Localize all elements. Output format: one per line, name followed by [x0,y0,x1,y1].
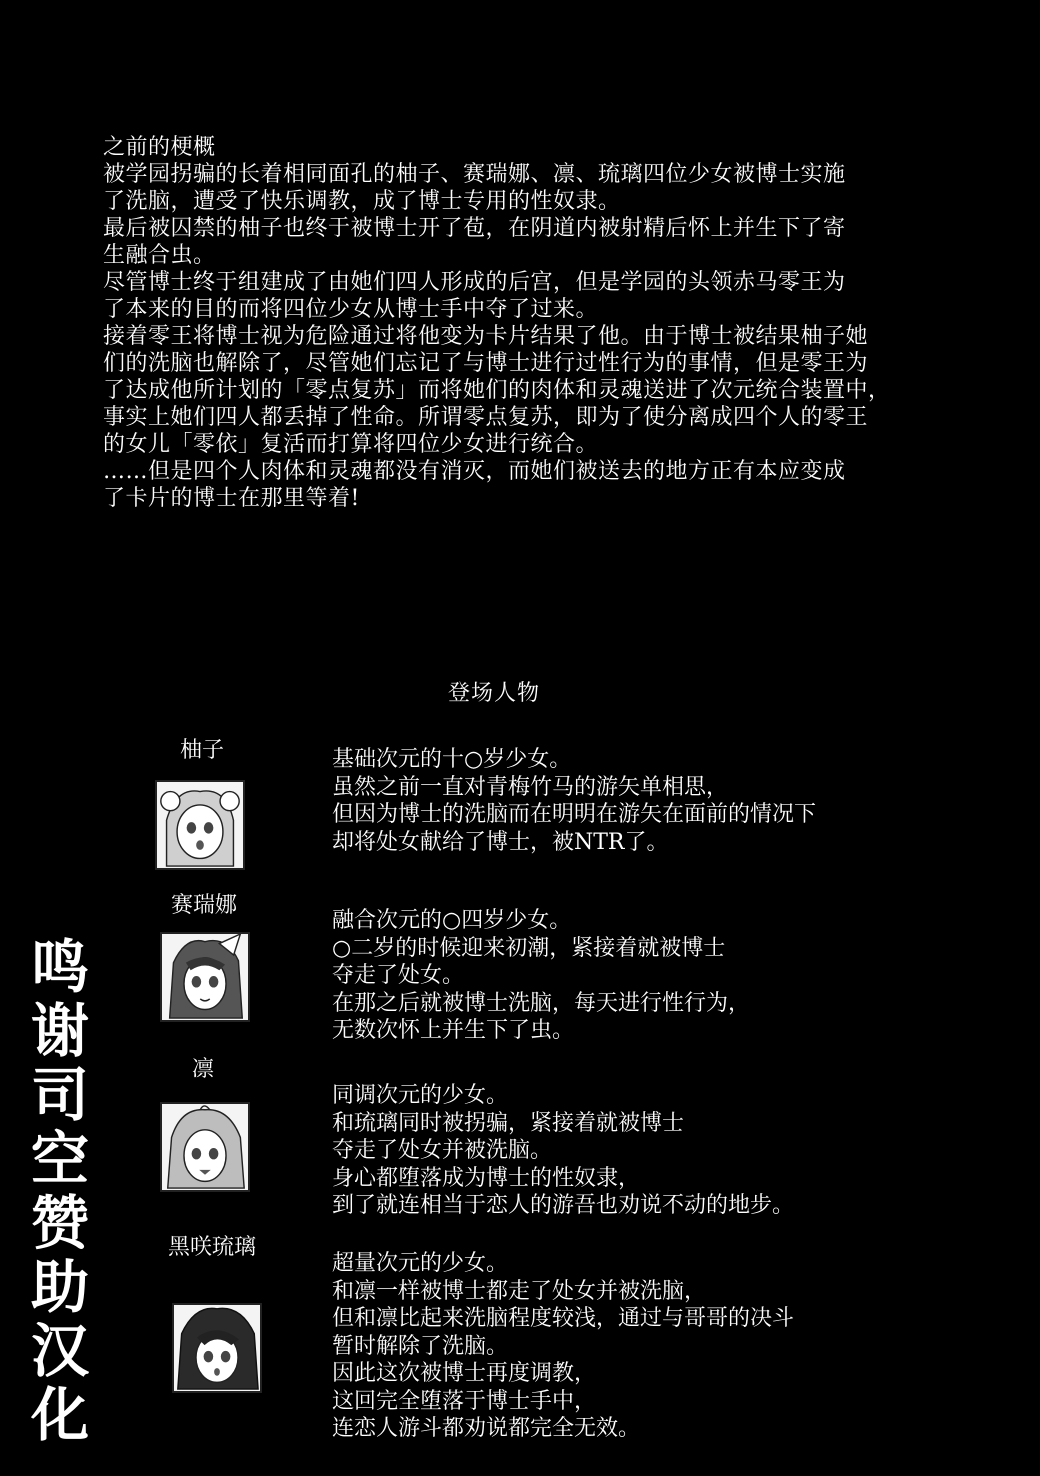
summary-line: 生融合虫。 [103,243,216,268]
description-line: 同调次元的少女。 [332,1083,509,1108]
summary-block [103,134,963,512]
description-line: 但和凛比起来洗脑程度较浅，通过与哥哥的决斗 [332,1306,795,1331]
credit-char: 汉 [30,1317,89,1385]
description-line: 和琉璃同时被拐骗，紧接着就被博士 [332,1110,685,1136]
description-line: 无数次怀上并生下了虫。 [332,1018,575,1043]
summary-line: 了达成他所计划的「零点复苏」而将她们的肉体和灵魂送进了次元统合装置中， [103,378,891,403]
character-name-rin: 凛 [191,1057,214,1082]
credit-char: 谢 [30,997,89,1065]
description-line: 虽然之前一直对青梅竹马的游矢单相思， [332,774,729,800]
character-portrait-yuzu [155,780,245,870]
summary-line: 尽管博士终于组建成了由她们四人形成的后宫，但是学园的头领赤马零王为 [103,270,846,295]
summary-line: 了洗脑，遭受了快乐调教，成了博士专用的性奴隶。 [103,189,621,214]
description-line: 却将处女献给了博士，被NTR了。 [332,829,669,855]
description-line: 身心都堕落成为博士的性奴隶， [332,1165,641,1191]
character-description-rin [332,1082,794,1220]
credit-char: 助 [30,1253,89,1321]
description-line: 到了就连相当于恋人的游吾也劝说不动的地步。 [332,1193,795,1218]
description-line: 融合次元的○四岁少女。 [332,908,572,933]
summary-line: 最后被囚禁的柚子也终于被博士开了苞，在阴道内被射精后怀上并生下了寄 [103,216,846,241]
summary-line: 们的洗脑也解除了，尽管她们忘记了与博士进行过性行为的事情，但是零王为 [103,351,869,376]
cast-title: 登场人物 [448,681,541,706]
summary-line: 了本来的目的而将四位少女从博士手中夺了过来。 [103,297,599,322]
summary-heading: 之前的梗概 [103,135,216,160]
description-line: 因此这次被博士再度调教， [332,1361,597,1386]
credit-char: 鸣 [30,933,89,1001]
description-line: 这回完全堕落于博士手中， [332,1388,597,1414]
description-line: 暂时解除了洗脑。 [332,1333,509,1359]
credit-char: 化 [30,1381,89,1449]
translation-credit [20,935,100,1447]
summary-line: 被学园拐骗的长着相同面孔的柚子、赛瑞娜、凛、琉璃四位少女被博士实施 [103,162,846,187]
character-description-ruri [332,1250,794,1443]
character-name-yuzu: 柚子 [179,738,224,763]
description-line: 夺走了处女并被洗脑。 [332,1138,553,1163]
summary-line: ……但是四个人肉体和灵魂都没有消灭，而她们被送去的地方正有本应变成 [103,459,846,484]
description-line: 超量次元的少女。 [332,1251,509,1276]
description-line: ○二岁的时候迎来初潮，紧接着就被博士 [332,935,726,961]
description-line: 夺走了处女。 [332,963,465,988]
character-portrait-ruri [172,1303,262,1393]
character-description-yuzu [332,746,816,856]
summary-line: 的女儿「零依」复活而打算将四位少女进行统合。 [103,432,599,457]
summary-line: 事实上她们四人都丢掉了性命。所谓零点复苏，即为了使分离成四个人的零王 [103,405,869,430]
character-name-serena: 赛瑞娜 [170,893,237,918]
description-line: 基础次元的十○岁少女。 [332,747,572,772]
description-line: 连恋人游斗都劝说都完全无效。 [332,1416,641,1441]
credit-char: 司 [30,1061,89,1129]
description-line: 在那之后就被博士洗脑，每天进行性行为， [332,990,751,1016]
description-line: 和凛一样被博士都走了处女并被洗脑， [332,1278,707,1304]
credit-char: 空 [30,1125,89,1193]
character-portrait-rin [160,1102,250,1192]
character-description-serena [332,907,750,1045]
credit-char: 赞 [30,1189,89,1257]
character-name-ruri: 黑咲琉璃 [167,1235,256,1260]
summary-line: 接着零王将博士视为危险通过将他变为卡片结果了他。由于博士被结果柚子她 [103,324,869,349]
character-portrait-serena [160,932,250,1022]
summary-line: 了卡片的博士在那里等着! [103,486,360,511]
description-line: 但因为博士的洗脑而在明明在游矢在面前的情况下 [332,802,817,827]
